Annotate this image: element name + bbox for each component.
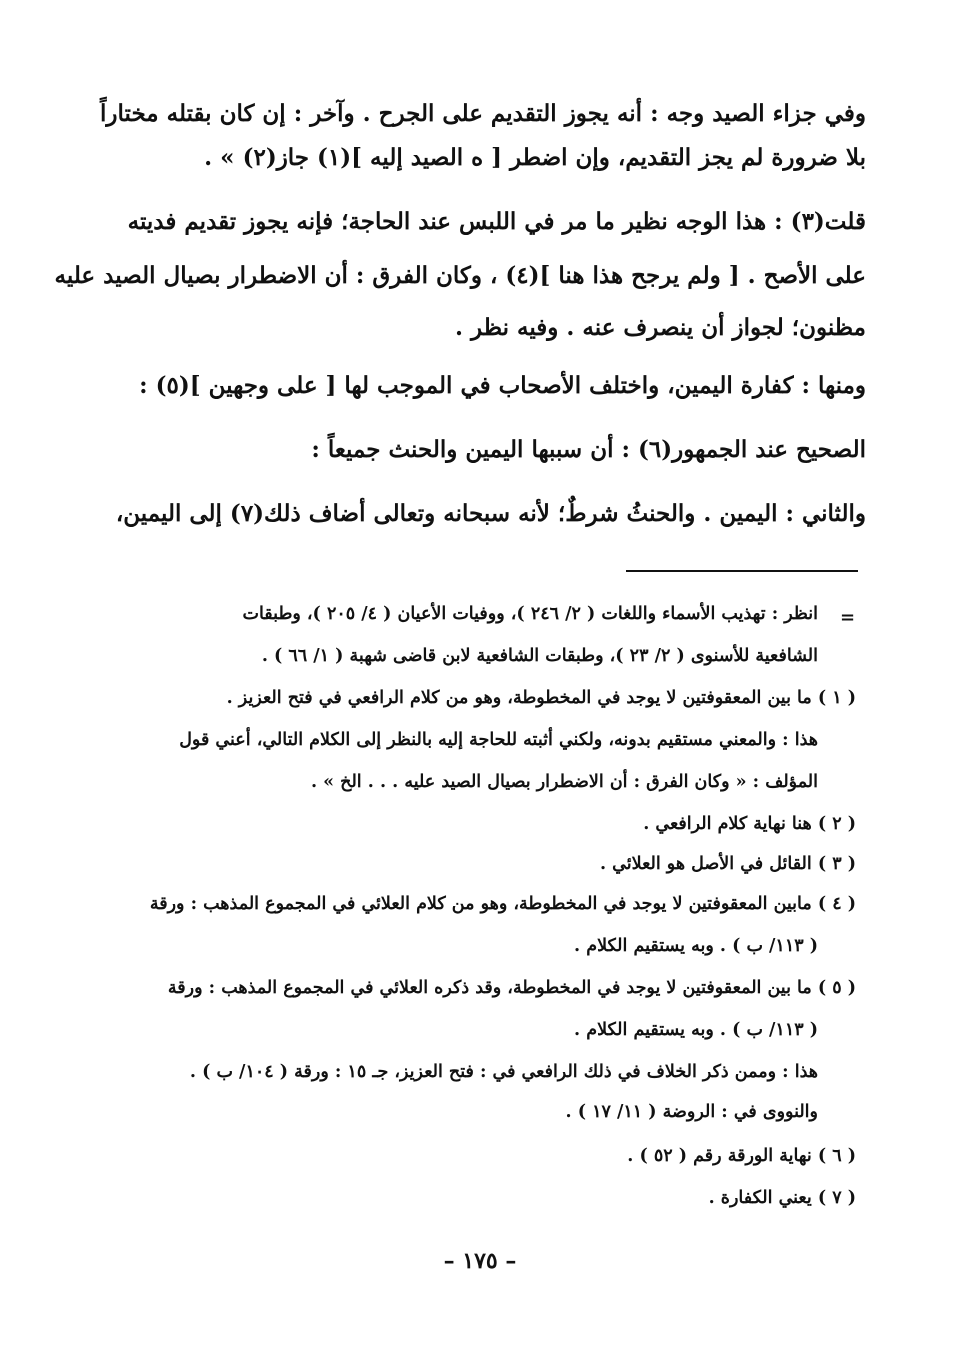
- footnote-line: ( ٤ ) مابين المعقوفتين لا يوجد في المخطوطة، وهو من كلام العلائي في المجموع المذهب : ورقة: [149, 894, 856, 914]
- body-line: والثاني : اليمين . والحنثُ شرطٌ؛ لأنه سبحانه وتعالى أضاف ذلك(٧) إلى اليمين،: [115, 500, 866, 527]
- body-line: الصحيح عند الجمهور(٦) : أن سببها اليمين والحنث جميعاً :: [311, 436, 866, 463]
- continuation-marker: =: [840, 607, 856, 628]
- footnote-line: ( ٧ ) يعني الكفارة .: [708, 1188, 856, 1208]
- body-line: على الأصح . [ ولم يرجح هذا هنا ](٤) ، وكان الفرق : أن الاضطرار بصيال الصيد عليه: [54, 262, 866, 289]
- footnote-line: ( ١١٣/ ب ) . وبه يستقيم الكلام .: [574, 1020, 818, 1040]
- footnote-line: والنووى في : الروضة ( ١١/ ١٧ ) .: [565, 1102, 818, 1122]
- footnote-line: ( ٦ ) نهاية الورقة رقم ( ٥٢ ) .: [627, 1146, 856, 1166]
- footnote-line: المؤلف : « وكان الفرق : أن الاضطرار بصيال الصيد عليه . . . الخ » .: [310, 772, 818, 792]
- footnote-line: ( ٢ ) هنا نهاية كلام الرافعي .: [643, 814, 856, 834]
- footnote-line: ( ٣ ) القائل في الأصل هو العلائي .: [599, 854, 856, 874]
- body-line: ومنها : كفارة اليمين، واختلف الأصحاب في الموجب لها [ على وجهين ](٥) :: [139, 372, 866, 399]
- body-line: قلت(٣) : هذا الوجه نظير ما مر في اللبس عند الحاجة؛ فإنه يجوز تقديم فديته: [127, 208, 866, 235]
- footnote-line: الشافعية للأسنوى ( ٢/ ٢٣ )، وطبقات الشافعية لابن قاضى شهبة ( ١/ ٦٦ ) .: [261, 646, 818, 666]
- body-line: مظنون؛ لجواز أن ينصرف عنه . وفيه نظر .: [455, 314, 866, 341]
- footnote-line: انظر : تهذيب الأسماء واللغات ( ٢/ ٢٤٦ )، ووفيات الأعيان ( ٤/ ٢٠٥ )، وطبقات: [242, 604, 818, 624]
- footnote-line: ( ١ ) ما بين المعقوفتين لا يوجد في المخطوطة، وهو من كلام الرافعي في فتح العزيز .: [226, 688, 856, 708]
- body-line: بلا ضرورة لم يجز التقديم، وإن اضطر [ ه الصيد إليه ](١) جاز(٢) » .: [204, 144, 866, 171]
- footnote-line: هذا : والمعني مستقيم بدونه، ولكني أثبته للحاجة إليه بالنظر إلى الكلام التالي، أعني قول: [179, 730, 818, 750]
- footnote-line: ( ١١٣/ ب ) . وبه يستقيم الكلام .: [574, 936, 818, 956]
- footnote-line: ( ٥ ) ما بين المعقوفتين لا يوجد في المخطوطة، وقد ذكره العلائي في المجموع المذهب : ورقة: [167, 978, 856, 998]
- footnote-separator: [626, 570, 858, 572]
- footnote-line: هذا : وممن ذكر الخلاف في ذلك الرافعي في : فتح العزيز، جـ ١٥ : ورقة ( ١٠٤/ ب ) .: [189, 1062, 818, 1082]
- page-number: – ١٧٥ –: [443, 1248, 517, 1274]
- body-line: وفي جزاء الصيد وجه : أنه يجوز التقديم على الجرح . وآخر : إن كان بقتله مختاراً: [100, 100, 866, 127]
